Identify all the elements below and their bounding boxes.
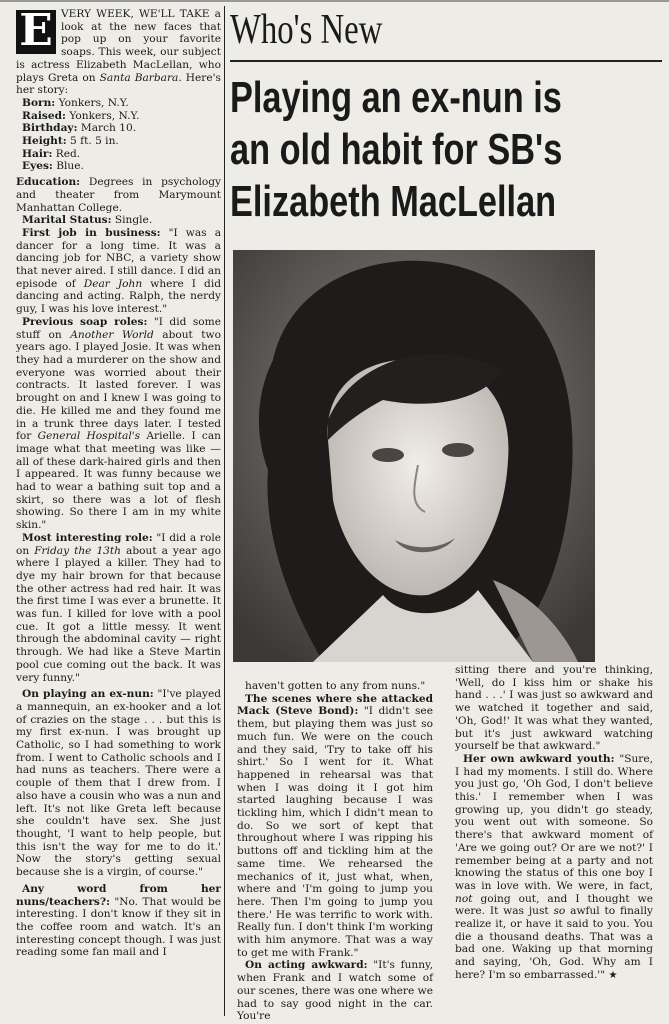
interesting-role-paragraph: Most interesting role: "I did a role on Friday the 13th about a year ago where I played a killer. They had to dye my hair brown for that because the other actress had red hair. It was the first time I was ever a brunette. It was fun. I killed for love with a pool cue. It got a little messy. It went through the abdominal cavity — right through. We had like a Steve Martin pool cue coming out the back. It was very funny." xyxy=(16,531,222,684)
col3-continuation: sitting there and you're thinking, 'Well, do I kiss him or shake his hand . . .' I was just so awkward and we watched it together and said, 'Oh, God!' It was what they wanted, but it's just awkward watching yourself be that awkward." xyxy=(455,664,653,753)
article-column-left xyxy=(16,5,222,959)
education-paragraph: Education: Degrees in psychology and theater from Marymount Manhattan College. xyxy=(16,176,221,214)
section-kicker: Who's New xyxy=(230,7,383,53)
nuns-word-paragraph: Any word from her nuns/teachers?: "No. That would be interesting. I don't know if they sit in the coffee room and watch. It's an interesting concept though. I was just reading some fan mail and I xyxy=(16,882,221,959)
fact-height: Height: 5 ft. 5 in. xyxy=(22,135,119,148)
awkward-youth-paragraph: Her own awkward youth: "Sure, I had my moments. I still do. Where you just go, 'Oh God, I don't believe this.' I remember when I was growing up, you didn't go steady, you went out with someone. So there's that awkward moment of 'Are we going out? Or are we not?' I remember being at a party and not knowing the status of this one boy I was in love with. We were, in fact, not going out, and I thought we were. It was just so awful to finally realize it, or have it said to you. You die a thousand deaths. That was a bad one. Waking up that morning and saying, 'Oh, God. Why am I here? I'm so embarrassed.'" ★ xyxy=(455,752,653,981)
headline xyxy=(230,72,620,228)
fact-birthday: Birthday: March 10. xyxy=(22,122,137,135)
article-column-right xyxy=(455,664,653,983)
headline-line-3: Elizabeth MacLellan xyxy=(230,177,557,226)
fact-eyes: Eyes: Blue. xyxy=(22,160,84,173)
page-top-rule xyxy=(0,0,669,2)
acting-awkward-paragraph: On acting awkward: "It's funny, when Frank and I watch some of our scenes, there was one where we had to say good night in the car. You're xyxy=(237,959,433,1023)
fact-raised: Raised: Yonkers, N.Y. xyxy=(22,109,140,122)
kicker-underline xyxy=(230,60,662,62)
first-job-paragraph: First job in business: "I was a dancer for a long time. It was a dancing job for NBC, a variety show that never aired. I still dance. I did an episode of Dear John where I did dancing and acting. Ralph, the nerdy guy, I was his love interest." xyxy=(16,226,222,316)
previous-roles-paragraph: Previous soap roles: "I did some stuff on Another World about two years ago. I played Josie. It was when they had a murderer on the show and everyone was worried about their contracts. It lasted forever. I was brought on and I knew I was going to die. He killed me and they found me in a trunk three days later. I tested for General Hospital's Arielle. I can image what that meeting was like — all of these dark-haired girls and then I appeared. It was funny because we had to wear a bathing suit top and a skirt, so there was a lot of flesh showing. So there I am in my white skin." xyxy=(16,315,221,532)
fact-born: Born: Yonkers, N.Y. xyxy=(22,96,129,109)
headline-line-1: Playing an ex-nun is xyxy=(230,73,562,122)
intro-paragraph: E VERY WEEK, WE'LL TAKE a look at the new faces that pop up on your favorite soaps. This week, our subject is actress Elizabeth MacLellan, who plays Greta on Santa Barbara. Here's her story: xyxy=(16,5,221,97)
column-divider xyxy=(224,6,225,1016)
article-column-middle xyxy=(237,680,433,1023)
end-mark-icon: ★ xyxy=(608,969,618,981)
drop-cap: E xyxy=(16,10,56,54)
attack-scenes-paragraph: The scenes where she attacked Mack (Steve Bond): "I didn't see them, but playing them was just so much fun. We were on the couch and they said, 'Try to take off his shirt.' So I went for it. What happened in rehearsal was that when I was doing it I got him started laughing because I was tickling him, which I didn't mean to do. So we sort of kept that throughout where I was ripping his buttons off and tickling him at the same time. We rehearsed the mechanics of it, just what, when, where and 'I'm going to jump you here. Then I'm going to jump you there.' He was terrific to work with. Really fun. I don't think I'm working with him anymore. That was a way to get me with Frank." xyxy=(237,692,433,959)
headline-line-2: an old habit for SB's xyxy=(230,125,563,174)
marital-paragraph: Marital Status: Single. xyxy=(22,214,153,227)
col2-continuation: haven't gotten to any from nuns." xyxy=(245,680,426,692)
ex-nun-paragraph: On playing an ex-nun: "I've played a mannequin, an ex-hooker and a lot of crazies on the stage . . . but this is my first ex-nun. I was brought up Catholic, so I had something to work from. I went to Catholic schools and I had nuns as teachers. There were a couple of them that I drew from. I also have a cousin who was a nun and left. It's not like Greta left because she couldn't have sex. She just thought, 'I want to help people, but this isn't the way for me to do it.' Now the story's getting sexual because she is a virgin, of course." xyxy=(16,688,221,879)
facts-list xyxy=(16,97,221,173)
portrait-illustration xyxy=(233,250,595,662)
fact-hair: Hair: Red. xyxy=(22,147,81,160)
portrait-photo xyxy=(233,250,595,662)
